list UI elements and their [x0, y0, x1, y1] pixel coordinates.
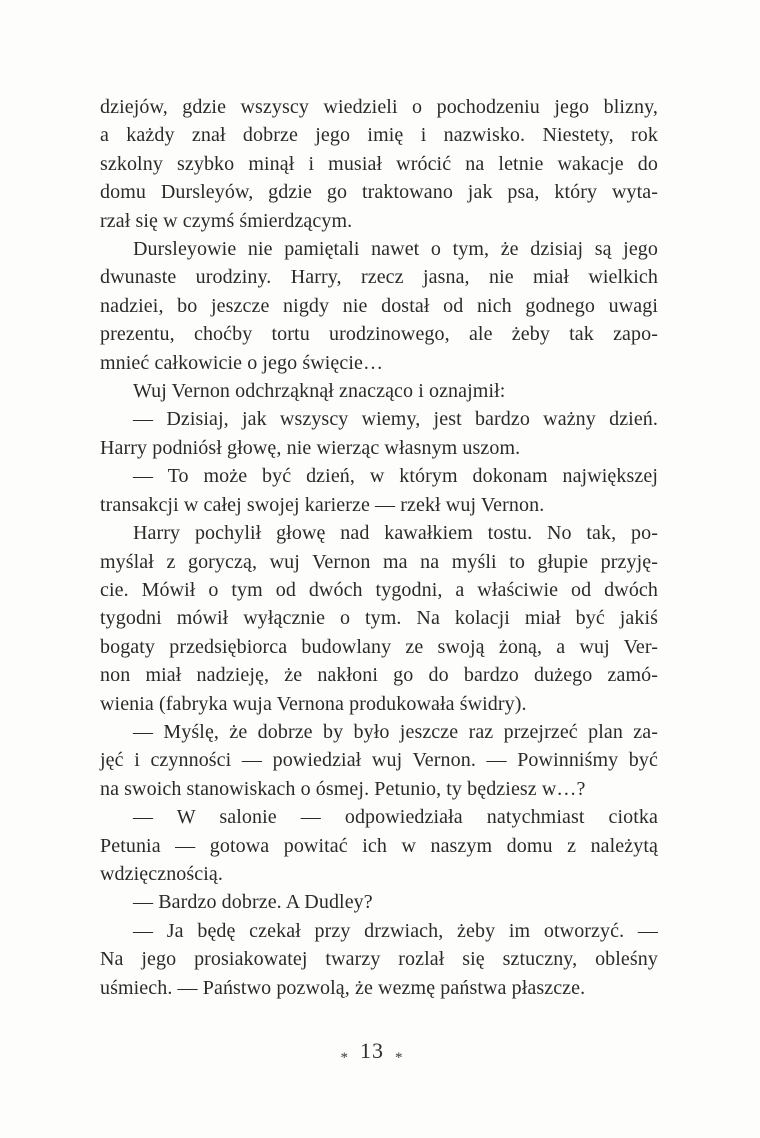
text-line: mnieć całkowicie o jego święcie…: [100, 351, 384, 374]
text-line: domu Dursleyów, gdzie go traktowano jak psa, który wyta-: [100, 181, 658, 204]
text-line: — W salonie — odpowiedziała natychmiast ciotka: [133, 806, 658, 829]
text-line: prezentu, choćby tortu urodzinowego, ale żeby tak zapo-: [100, 323, 658, 346]
paragraph: [100, 377, 658, 405]
text-line: — To może być dzień, w którym dokonam największej: [133, 465, 658, 488]
text-line: wdzięcznością.: [100, 862, 224, 885]
paragraph: [100, 93, 658, 235]
text-line: tygodni mówił wyłącznie o tym. Na kolacji miał być jakiś: [100, 607, 658, 630]
text-line: Wuj Vernon odchrząknął znacząco i oznajmił:: [133, 380, 506, 403]
text-line: — Myślę, że dobrze by było jeszcze raz przejrzeć plan za-: [133, 720, 658, 743]
footer-ornament-left: *: [340, 1050, 349, 1066]
text-line: rzał się w czymś śmierdzącym.: [100, 209, 353, 232]
text-line: Na jego prosiakowatej twarzy rozlał się sztuczny, obleśny: [100, 948, 658, 971]
text-line: jęć i czynności — powiedział wuj Vernon. — Powinniśmy być: [100, 749, 658, 772]
text-line: — Ja będę czekał przy drzwiach, żeby im otworzyć. —: [133, 919, 658, 942]
text-line: dwunaste urodziny. Harry, rzecz jasna, nie miał wielkich: [100, 266, 658, 289]
text-line: — Dzisiaj, jak wszyscy wiemy, jest bardzo ważny dzień.: [133, 408, 658, 431]
text-line: — Bardzo dobrze. A Dudley?: [133, 891, 373, 914]
text-line: Harry pochylił głowę nad kawałkiem tostu. No tak, po-: [133, 522, 658, 545]
text-line: cie. Mówił o tym od dwóch tygodni, a właściwie od dwóch: [100, 578, 658, 601]
paragraph: [100, 235, 658, 377]
page-number: 13: [360, 1038, 384, 1063]
text-line: transakcji w całej swojej karierze — rzekł wuj Vernon.: [100, 493, 545, 516]
text-line: wienia (fabryka wuja Vernona produkowała świdry).: [100, 692, 527, 715]
paragraph: [100, 718, 658, 803]
paragraph: [100, 917, 658, 1002]
paragraph: [100, 405, 658, 462]
paragraph: [100, 888, 658, 916]
text-line: Petunia — gotowa powitać ich w naszym domu z należytą: [100, 834, 658, 857]
text-line: non miał nadzieję, że nakłoni go do bardzo dużego zamó-: [100, 664, 658, 687]
text-line: a każdy znał dobrze jego imię i nazwisko. Niestety, rok: [100, 124, 658, 147]
paragraph: [100, 519, 658, 718]
page-footer: [100, 1038, 644, 1064]
page-text-block: [100, 93, 658, 1002]
text-line: uśmiech. — Państwo pozwolą, że wezmę państwa płaszcze.: [100, 976, 586, 999]
text-line: dziejów, gdzie wszyscy wiedzieli o pochodzeniu jego blizny,: [100, 96, 658, 118]
text-line: Dursleyowie nie pamiętali nawet o tym, że dzisiaj są jego: [133, 238, 658, 261]
paragraph: [100, 462, 658, 519]
text-line: myślał z goryczą, wuj Vernon ma na myśli to głupie przyję-: [100, 550, 658, 573]
text-line: Harry podniósł głowę, nie wierząc własnym uszom.: [100, 436, 521, 459]
text-line: nadziei, bo jeszcze nigdy nie dostał od nich godnego uwagi: [100, 294, 658, 317]
text-line: na swoich stanowiskach o ósmej. Petunio, ty będziesz w…?: [100, 777, 586, 800]
footer-ornament-right: *: [395, 1050, 404, 1066]
paragraph: [100, 803, 658, 888]
text-line: bogaty przedsiębiorca budowlany ze swoją żoną, a wuj Ver-: [100, 635, 658, 658]
text-line: szkolny szybko minął i musiał wrócić na letnie wakacje do: [100, 152, 658, 175]
